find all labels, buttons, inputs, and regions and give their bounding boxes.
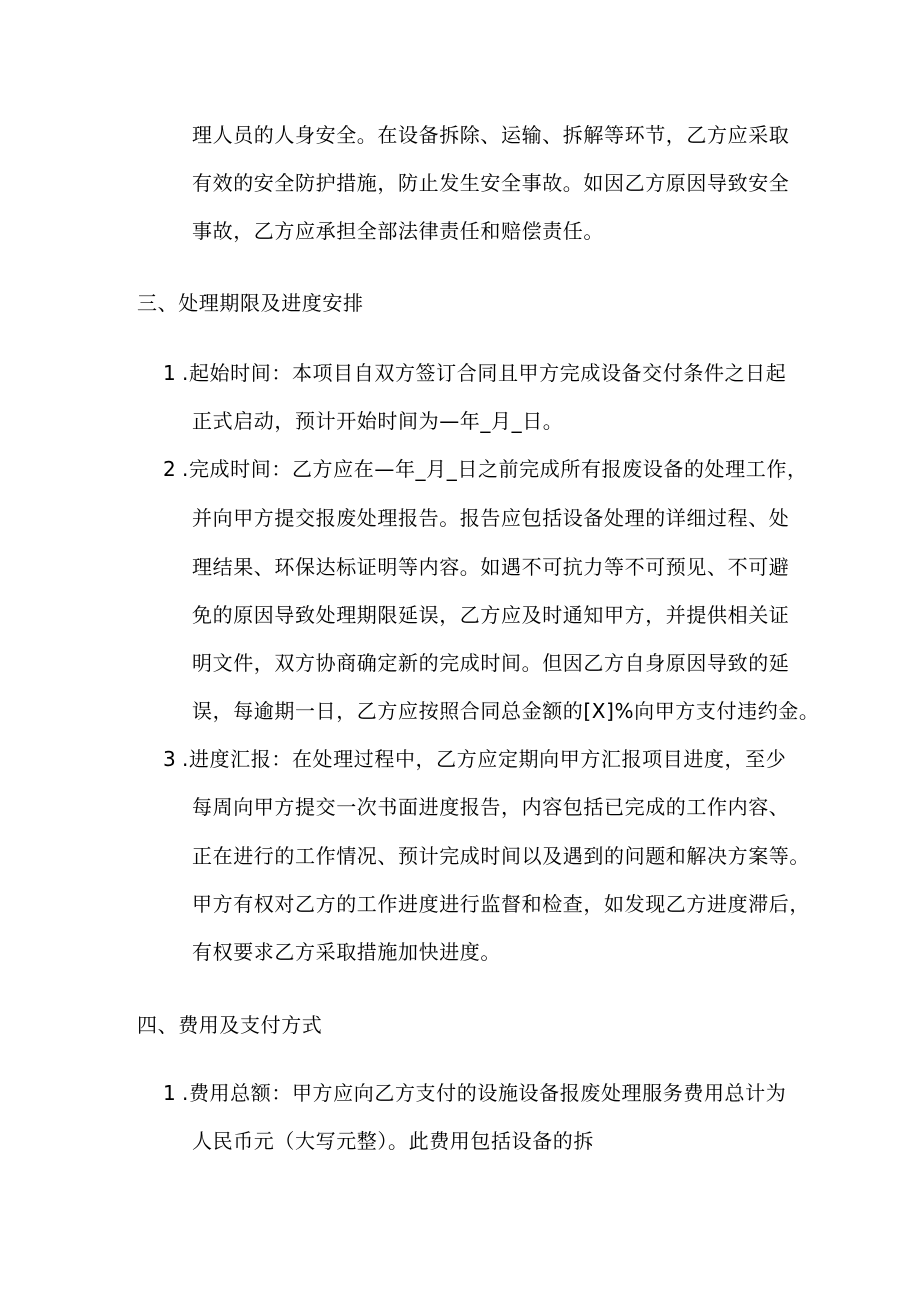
section-3-item-1-line-1: .起始时间：本项目自双方签订合同且甲方完成设备交付条件之日起 xyxy=(182,361,787,385)
section-3-item-3-number: 3 xyxy=(163,747,177,771)
intro-line-1: 理人员的人身安全。在设备拆除、运输、拆解等环节，乙方应采取 xyxy=(192,123,790,147)
section-3-heading: 三、处理期限及进度安排 xyxy=(137,291,364,315)
intro-line-3: 事故，乙方应承担全部法律责任和赔偿责任。 xyxy=(192,219,604,243)
section-4-item-1-number: 1 xyxy=(163,1081,177,1105)
section-3-item-2-number: 2 xyxy=(163,457,177,481)
section-3-item-1-number: 1 xyxy=(163,361,177,385)
section-3-item-2-line-4: 免的原因导致处理期限延误，乙方应及时通知甲方，并提供相关证 xyxy=(192,603,790,627)
section-3-item-3-line-1: .进度汇报：在处理过程中，乙方应定期向甲方汇报项目进度，至少 xyxy=(182,747,787,771)
section-3-item-2-line-6: 误，每逾期一日，乙方应按照合同总金额的[X]%向甲方支付违约金。 xyxy=(192,699,820,723)
section-4-heading: 四、费用及支付方式 xyxy=(137,1013,323,1037)
section-3-item-3-line-5: 有权要求乙方采取措施加快进度。 xyxy=(192,940,501,964)
intro-line-2: 有效的安全防护措施，防止发生安全事故。如因乙方原因导致安全 xyxy=(192,171,790,195)
section-3-item-2-line-5: 明文件，双方协商确定新的完成时间。但因乙方自身原因导致的延 xyxy=(192,651,790,675)
section-4-item-1-line-2: 人民币元（大写元整）。此费用包括设备的拆 xyxy=(192,1129,594,1153)
section-3-item-1-line-2: 正式启动，预计开始时间为—年_月_日。 xyxy=(192,409,564,433)
section-3-item-2-line-1: .完成时间：乙方应在—年_月_日之前完成所有报废设备的处理工作， xyxy=(182,457,808,481)
section-3-item-3-line-4: 甲方有权对乙方的工作进度进行监督和检查，如发现乙方进度滞后， xyxy=(192,892,810,916)
section-4-item-1-line-1: .费用总额：甲方应向乙方支付的设施设备报废处理服务费用总计为 xyxy=(182,1081,787,1105)
section-3-item-3-line-2: 每周向甲方提交一次书面进度报告，内容包括已完成的工作内容、 xyxy=(192,795,790,819)
section-3-item-3-line-3: 正在进行的工作情况、预计完成时间以及遇到的问题和解决方案等。 xyxy=(192,844,810,868)
section-3-item-2-line-3: 理结果、环保达标证明等内容。如遇不可抗力等不可预见、不可避 xyxy=(192,555,790,579)
section-3-item-2-line-2: 并向甲方提交报废处理报告。报告应包括设备处理的详细过程、处 xyxy=(192,506,790,530)
